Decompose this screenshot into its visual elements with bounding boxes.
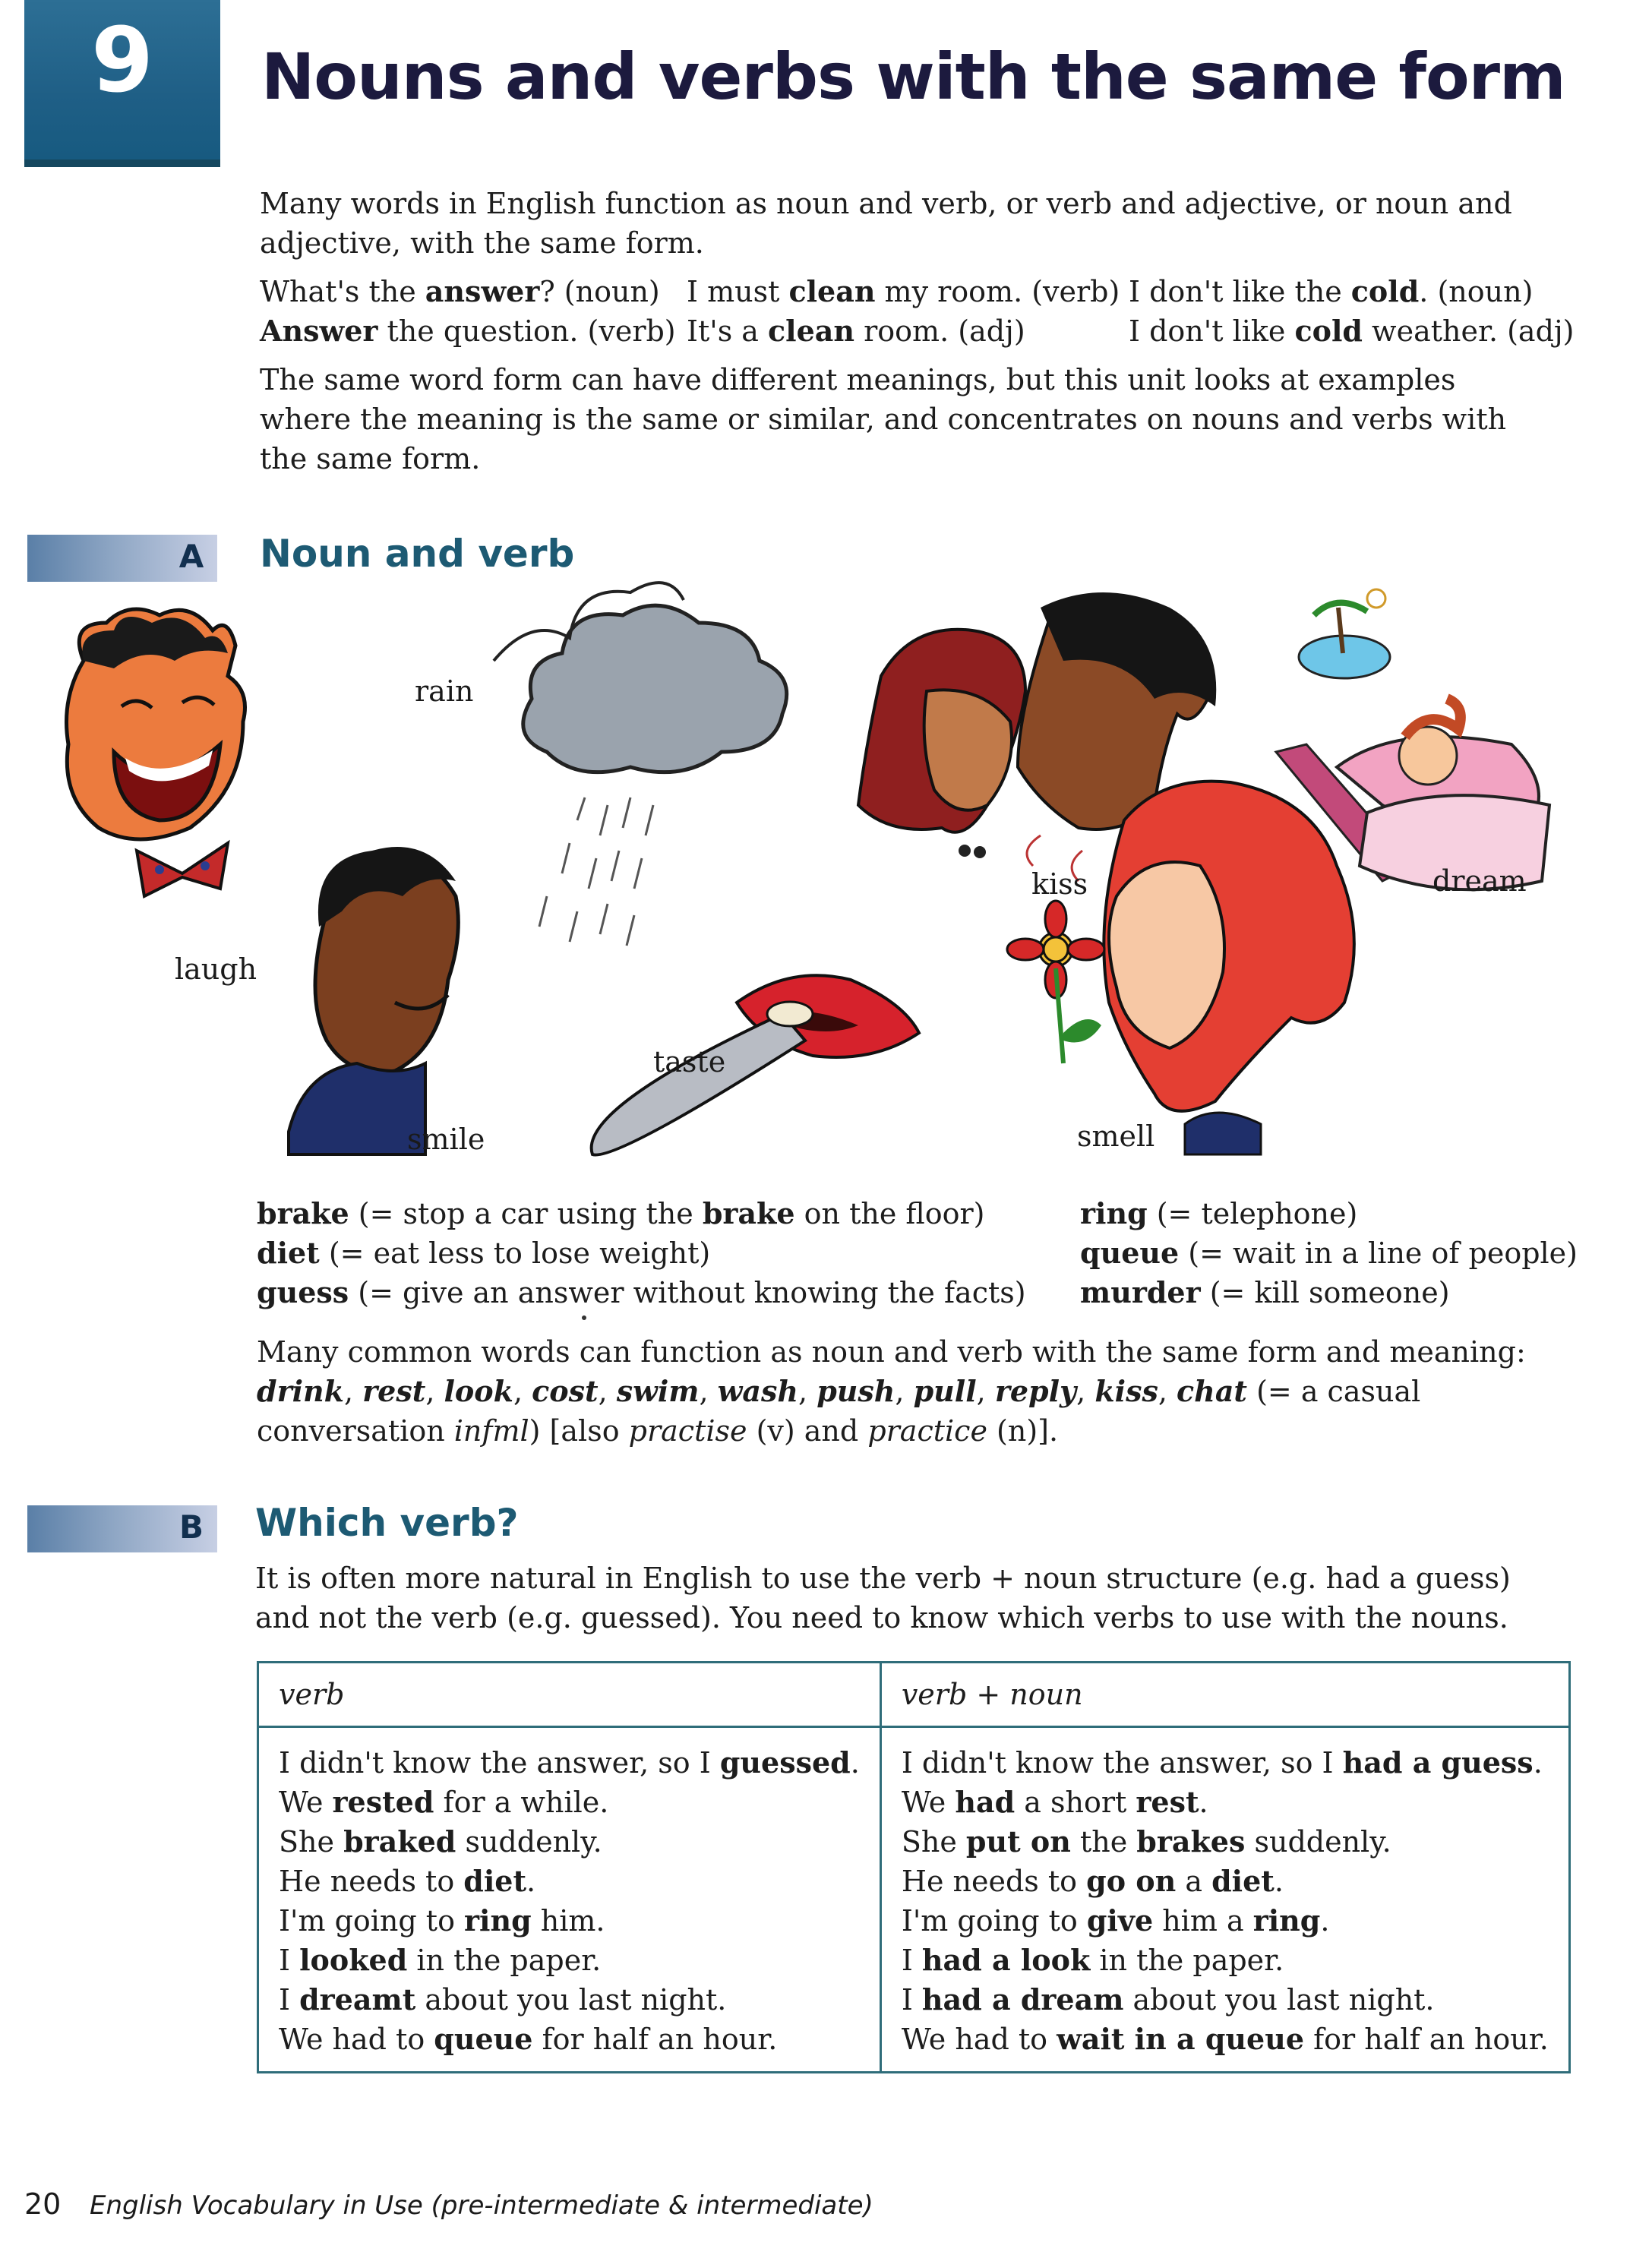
section-a-title: Noun and verb xyxy=(260,532,575,576)
label-taste: taste xyxy=(653,1045,726,1079)
taste-illustration xyxy=(592,975,919,1154)
definition-diet: diet (= eat less to lose weight) xyxy=(257,1236,711,1270)
unit-number: 9 xyxy=(90,8,154,112)
illustrations xyxy=(0,577,1652,1170)
example-answer-verb: Answer the question. (verb) xyxy=(260,314,676,348)
intro-paragraph: Many words in English function as noun and verb, or verb and adjective, or noun and adjective, with the same form. xyxy=(260,187,1512,260)
label-dream: dream xyxy=(1432,864,1527,898)
label-laugh: laugh xyxy=(175,952,257,986)
verb-noun-row: I didn't know the answer, so I had a guess. xyxy=(901,1745,1543,1780)
verb-row: She braked suddenly. xyxy=(279,1824,602,1859)
definitions-right xyxy=(1080,1194,1578,1312)
verb-noun-column xyxy=(880,1727,1569,2073)
verb-noun-row: I'm going to give him a ring. xyxy=(901,1903,1330,1938)
example-answer-noun: What's the answer? (noun) xyxy=(260,274,660,308)
verb-row: We rested for a while. xyxy=(279,1785,609,1819)
verb-row: I'm going to ring him. xyxy=(279,1903,605,1938)
label-smile: smile xyxy=(407,1123,485,1156)
verb-row: I didn't know the answer, so I guessed. xyxy=(279,1745,860,1780)
smile-illustration xyxy=(289,847,458,1154)
section-b-title: Which verb? xyxy=(255,1501,519,1545)
label-smell: smell xyxy=(1077,1120,1155,1153)
definition-ring: ring (= telephone) xyxy=(1080,1196,1358,1230)
page-number: 20 xyxy=(24,2187,62,2221)
definition-guess: guess (= give an answer without knowing the facts) xyxy=(257,1275,1026,1309)
verb-row: I looked in the paper. xyxy=(279,1943,602,1977)
book-title: English Vocabulary in Use (pre-intermediate & intermediate) xyxy=(90,2190,873,2221)
laugh-illustration xyxy=(67,609,245,896)
verb-row: I dreamt about you last night. xyxy=(279,1982,727,2017)
section-b-letter: B xyxy=(178,1508,204,1546)
section-a-letter: A xyxy=(178,538,204,575)
verb-row: We had to queue for half an hour. xyxy=(279,2022,778,2056)
verb-table xyxy=(257,1661,1571,2073)
section-b-intro: It is often more natural in English to use the verb + noun structure (e.g. had a guess) and not the verb (e.g. guessed). You need to know which verbs to use with the nouns. xyxy=(255,1562,1511,1634)
definition-murder: murder (= kill someone) xyxy=(1080,1275,1450,1309)
example-cold-adj: I don't like cold weather. (adj) xyxy=(1129,314,1575,348)
rain-illustration xyxy=(494,583,787,946)
example-clean-adj: It's a clean room. (adj) xyxy=(687,314,1025,348)
intro-paragraph-2: The same word form can have different meanings, but this unit looks at examples where the meaning is the same or similar, and concentrates on nouns and verbs with the same form. xyxy=(260,363,1507,475)
common-words-paragraph: Many common words can function as noun and verb with the same form and meaning: drink, rest, look, cost, swim, wash, push, pull, reply, kiss, chat (= a casual conversation infml) [also practise (v) and practice (n)]. xyxy=(257,1335,1526,1448)
verb-noun-row: I had a dream about you last night. xyxy=(901,1982,1435,2017)
column-header-verb: verb xyxy=(258,1663,881,1727)
definitions-left xyxy=(257,1194,1026,1312)
stray-dot xyxy=(582,1315,586,1320)
label-kiss: kiss xyxy=(1031,867,1088,901)
verb-noun-row: She put on the brakes suddenly. xyxy=(901,1824,1391,1859)
label-rain: rain xyxy=(415,674,474,708)
page-title: Nouns and verbs with the same form xyxy=(261,39,1565,114)
verb-row: He needs to diet. xyxy=(279,1864,536,1898)
smell-illustration xyxy=(1007,782,1354,1154)
example-cold-noun: I don't like the cold. (noun) xyxy=(1129,274,1534,308)
verb-noun-row: He needs to go on a diet. xyxy=(901,1864,1284,1898)
column-header-verb-noun: verb + noun xyxy=(880,1663,1569,1727)
definition-brake: brake (= stop a car using the brake on the floor) xyxy=(257,1196,985,1230)
verb-noun-row: I had a look in the paper. xyxy=(901,1943,1284,1977)
verb-noun-row: We had to wait in a queue for half an hour. xyxy=(901,2022,1549,2056)
example-clean-verb: I must clean my room. (verb) xyxy=(687,274,1120,308)
verb-column xyxy=(258,1727,881,2073)
verb-noun-row: We had a short rest. xyxy=(901,1785,1208,1819)
definition-queue: queue (= wait in a line of people) xyxy=(1080,1236,1578,1270)
